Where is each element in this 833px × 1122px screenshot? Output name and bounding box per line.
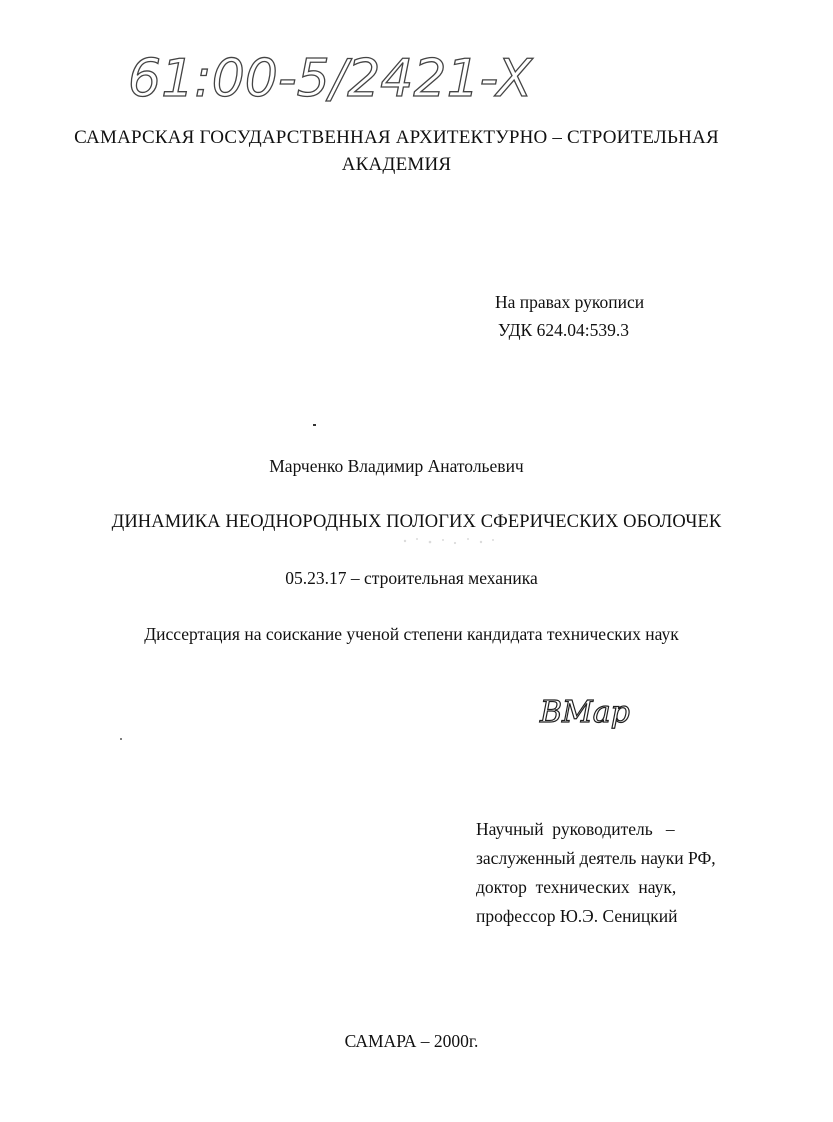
udc-code: УДК 624.04:539.3 — [498, 320, 629, 340]
author-name: Марченко Владимир Анатольевич — [269, 456, 524, 476]
manuscript-rights-label: На правах рукописи — [495, 292, 645, 312]
city-year: САМАРА – 2000г. — [344, 1031, 479, 1051]
handwritten-archive-number — [128, 38, 608, 118]
faint-stamp-mark — [395, 534, 505, 548]
specialty-code: 05.23.17 – строительная механика — [285, 568, 538, 588]
supervisor-line1: Научный руководитель – — [476, 819, 675, 839]
author-signature — [538, 690, 630, 734]
institution-name-line1: САМАРСКАЯ ГОСУДАРСТВЕННАЯ АРХИТЕКТУРНО – СТРОИТЕЛЬНАЯ — [74, 127, 719, 148]
scientific-supervisor-block — [476, 815, 716, 931]
supervisor-line2: заслуженный деятель науки РФ, — [476, 848, 716, 868]
scan-speck — [313, 424, 316, 426]
scan-speck — [120, 738, 122, 740]
dissertation-title: ДИНАМИКА НЕОДНОРОДНЫХ ПОЛОГИХ СФЕРИЧЕСКИХ ОБОЛОЧЕК — [111, 512, 722, 532]
supervisor-line4: профессор Ю.Э. Сеницкий — [476, 906, 678, 926]
supervisor-line3: доктор технических наук, — [476, 877, 677, 897]
author-signature-text: ВМар — [540, 695, 630, 730]
handwritten-archive-number-text: 61:00-5/2421-X — [128, 49, 533, 109]
institution-name-line2: АКАДЕМИЯ — [341, 154, 452, 175]
dissertation-degree-line: Диссертация на соискание ученой степени кандидата технических наук — [144, 624, 679, 644]
